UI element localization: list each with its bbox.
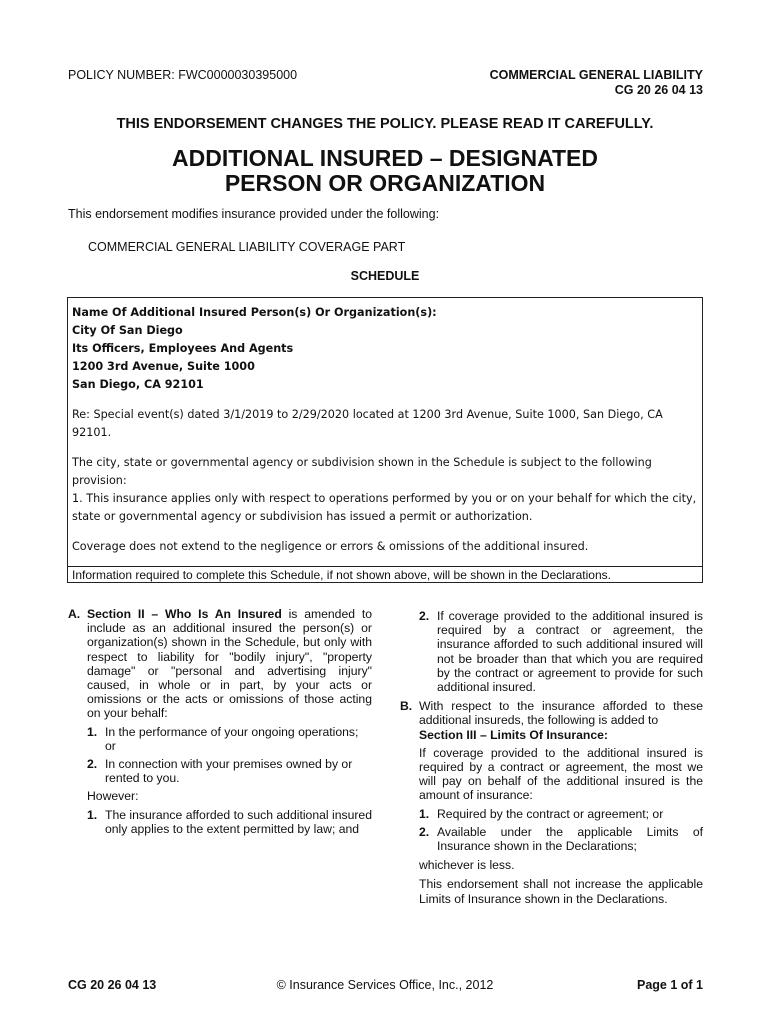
item-text: The insurance afforded to such additional insured only applies to the extent permitted by law; and bbox=[105, 807, 372, 836]
schedule-footer-note: Information required to complete this Schedule, if not shown above, will be shown in the Declarations. bbox=[68, 566, 702, 583]
document-title bbox=[0, 146, 770, 196]
footer-page-number: Page 1 of 1 bbox=[637, 978, 703, 992]
provision-line4: state or governmental agency or subdivision has issued a permit or authorization. bbox=[72, 510, 533, 523]
footer-copyright: © Insurance Services Office, Inc., 2012 bbox=[276, 978, 494, 992]
item-text: In the performance of your ongoing operations; or bbox=[105, 724, 359, 753]
left-column bbox=[68, 607, 372, 836]
section-b-label: B. bbox=[400, 699, 413, 714]
section-b-item-1 bbox=[400, 807, 703, 821]
item-text: If coverage provided to the additional insured is required by a contract or agreement, the insurance afforded to such additional insured will not be broader than that which you are required by the contract or agreement to provide for such additional insured. bbox=[437, 609, 703, 695]
intro-text: This endorsement modifies insurance provided under the following: bbox=[68, 207, 440, 221]
form-header bbox=[490, 68, 703, 98]
schedule-name-heading: Name Of Additional Insured Person(s) Or Organization(s): bbox=[72, 306, 437, 319]
item-number: 2. bbox=[419, 824, 430, 839]
title-line-1: ADDITIONAL INSURED – DESIGNATED bbox=[172, 145, 598, 171]
item-number: 1. bbox=[87, 807, 98, 822]
insured-name: City Of San Diego bbox=[72, 324, 183, 337]
special-event-line1: Re: Special event(s) dated 3/1/2019 to 2/29/2020 located at 1200 3rd Avenue, Suite 1000, San Diego, CA bbox=[72, 408, 663, 421]
section-a-item-2 bbox=[68, 757, 372, 785]
section-a-heading: Section II – Who Is An Insured bbox=[87, 607, 282, 621]
item-number: 2. bbox=[419, 609, 430, 623]
schedule-heading: SCHEDULE bbox=[350, 269, 420, 283]
section-b bbox=[400, 699, 703, 742]
item-text: In connection with your premises owned by or rented to you. bbox=[105, 757, 353, 786]
section-a-body: is amended to include as an additional insured the person(s) or organization(s) shown in the Schedule, but only with respect to liability for "bodily injury", "property damage" or "personal and advertising injury" caused, in whole or in part, by your acts or omissions or the acts or omissions of those acting on your behalf: bbox=[87, 607, 372, 721]
however-item-2 bbox=[400, 609, 703, 694]
closing-text: This endorsement shall not increase the applicable Limits of Insurance shown in the Declarations. bbox=[419, 877, 703, 906]
section-a-item-1 bbox=[68, 725, 372, 753]
special-event-line2: 92101. bbox=[72, 426, 112, 439]
item-text: Required by the contract or agreement; or bbox=[437, 806, 664, 821]
schedule-box bbox=[67, 297, 703, 583]
section-b-text bbox=[419, 699, 703, 742]
insured-city: San Diego, CA 92101 bbox=[72, 378, 204, 391]
section-a-label: A. bbox=[68, 607, 81, 621]
item-number: 1. bbox=[419, 806, 430, 821]
item-text: Available under the applicable Limits of Insurance shown in the Declarations; bbox=[437, 824, 703, 854]
item-number: 2. bbox=[87, 757, 98, 772]
provision-line1: The city, state or governmental agency or subdivision shown in the Schedule is subject to the following bbox=[72, 456, 652, 469]
whichever-text: whichever is less. bbox=[419, 858, 515, 873]
right-column bbox=[400, 609, 703, 906]
section-b-paragraph: If coverage provided to the additional insured is required by a contract or agreement, the most we will pay on behalf of the additional insured is the amount of insurance: bbox=[419, 745, 703, 803]
section-b-heading: Section III – Limits Of Insurance: bbox=[419, 727, 608, 742]
provision-line2: provision: bbox=[72, 474, 127, 487]
title-line-2: PERSON OR ORGANIZATION bbox=[224, 170, 546, 196]
coverage-part: COMMERCIAL GENERAL LIABILITY COVERAGE PART bbox=[88, 240, 406, 254]
footer-form-number: CG 20 26 04 13 bbox=[68, 978, 157, 992]
form-name: COMMERCIAL GENERAL LIABILITY bbox=[489, 68, 703, 82]
insured-name-line2: Its Officers, Employees And Agents bbox=[72, 342, 294, 355]
endorsement-warning: THIS ENDORSEMENT CHANGES THE POLICY. PLEASE READ IT CAREFULLY. bbox=[116, 116, 654, 132]
section-b-item-2 bbox=[400, 825, 703, 853]
section-b-body: With respect to the insurance afforded to these additional insureds, the following is added to bbox=[419, 699, 703, 728]
section-a bbox=[68, 607, 372, 721]
form-number: CG 20 26 04 13 bbox=[614, 83, 703, 97]
policy-number: POLICY NUMBER: FWC0000030395000 bbox=[68, 68, 298, 82]
coverage-note: Coverage does not extend to the negligence or errors & omissions of the additional insured. bbox=[72, 540, 589, 553]
provision-line3: 1. This insurance applies only with respect to operations performed by you or on your behalf for which the city, bbox=[72, 492, 697, 505]
however-item-1 bbox=[68, 808, 372, 836]
schedule-content bbox=[72, 304, 700, 556]
insured-address: 1200 3rd Avenue, Suite 1000 bbox=[72, 360, 255, 373]
however-label: However: bbox=[87, 789, 139, 804]
item-number: 1. bbox=[87, 724, 98, 739]
section-a-text bbox=[87, 607, 372, 721]
